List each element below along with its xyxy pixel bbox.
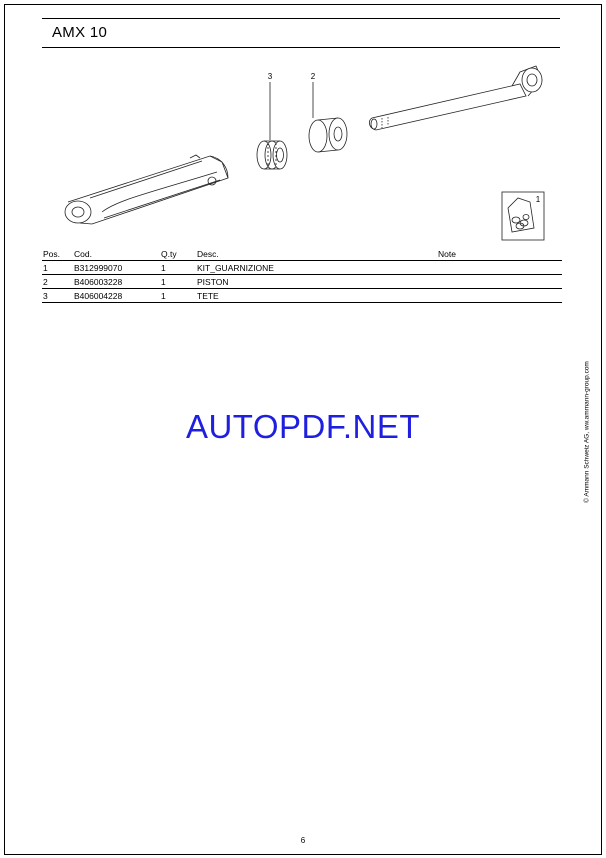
header-bar [42, 18, 560, 48]
cylinder-body [65, 155, 228, 224]
watermark-text: AUTOPDF.NET [185, 408, 421, 445]
cell-desc: PISTON [196, 275, 437, 289]
cell-qty: 1 [160, 275, 196, 289]
table-row [42, 275, 562, 289]
parts-table [42, 248, 562, 303]
col-note-header: Note [437, 248, 562, 261]
col-qty-header: Q.ty [160, 248, 196, 261]
table-row [42, 261, 562, 275]
cell-qty: 1 [160, 289, 196, 303]
cell-pos: 2 [42, 275, 73, 289]
cell-note [437, 289, 562, 303]
seal-kit-ring [257, 141, 287, 169]
cell-qty: 1 [160, 261, 196, 275]
cell-desc: TETE [196, 289, 437, 303]
callout-label: 3 [267, 72, 273, 81]
copyright-notice: © Ammann Schweiz AG, ww.ammann-group.com [583, 361, 591, 503]
piston-head [309, 118, 347, 152]
cell-cod: B406004228 [73, 289, 160, 303]
cell-cod: B406003228 [73, 275, 160, 289]
page-title: AMX 10 [52, 24, 108, 41]
cell-cod: B312999070 [73, 261, 160, 275]
col-cod-header: Cod. [73, 248, 160, 261]
cell-note [437, 275, 562, 289]
page-number: 6 [300, 836, 306, 845]
cell-desc: KIT_GUARNIZIONE [196, 261, 437, 275]
cell-pos: 1 [42, 261, 73, 275]
piston-rod [369, 66, 542, 130]
table-row [42, 289, 562, 303]
callout-label: 2 [310, 72, 316, 81]
col-pos-header: Pos. [42, 248, 73, 261]
exploded-view-diagram [42, 60, 562, 250]
cell-pos: 3 [42, 289, 73, 303]
table-header-row [42, 248, 562, 261]
callout-label: 1 [535, 195, 541, 204]
cell-note [437, 261, 562, 275]
col-desc-header: Desc. [196, 248, 437, 261]
